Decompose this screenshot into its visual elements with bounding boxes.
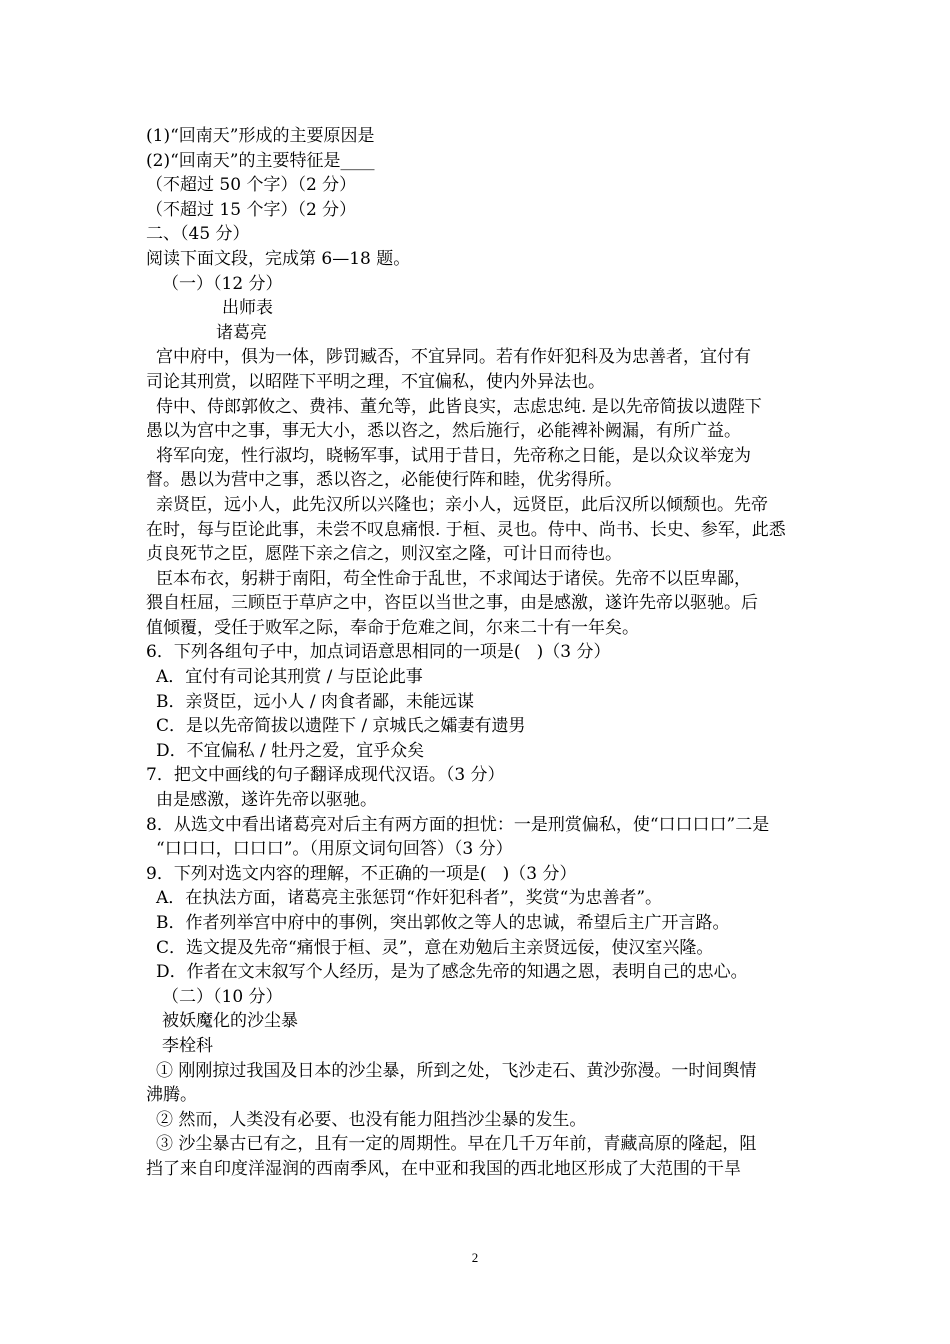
answer-option: C．选文提及先帝“痛恨于桓、灵”，意在劝勉后主亲贤远佞，使汉室兴隆。 [156, 937, 714, 958]
passage-line: ③ 沙尘暴古已有之，且有一定的周期性。早在几千万年前，青藏高原的隆起，阻 [156, 1134, 757, 1155]
passage-line: 将军向宠，性行淑均，晓畅军事，试用于昔日，先帝称之日能，是以众议举宠为 [156, 445, 751, 466]
passage-line: 值倾覆，受任于败军之际，奉命于危难之间，尔来二十有一年矣。 [146, 617, 639, 638]
passage-author: 李栓科 [162, 1035, 213, 1056]
passage-line: 贞良死节之臣，愿陛下亲之信之，则汉室之隆，可计日而待也。 [146, 544, 622, 565]
question-line: “口口口，口口口”。（用原文词句回答）（3 分） [156, 839, 513, 860]
passage-line: 臣本布衣，躬耕于南阳，苟全性命于乱世，不求闻达于诸侯。先帝不以臣卑鄙， [156, 568, 751, 589]
page-number: 2 [471, 1250, 479, 1265]
answer-option: B．亲贤臣，远小人 / 肉食者鄙，未能远谋 [156, 691, 475, 712]
passage-line: 沸腾。 [146, 1085, 197, 1106]
subsection-heading: （二）（10 分） [162, 986, 283, 1007]
answer-option: D．作者在文末叙写个人经历，是为了感念先帝的知遇之恩，表明自己的忠心。 [156, 962, 748, 983]
section-heading: 二、（45 分） [146, 224, 250, 245]
passage-line: 挡了来自印度洋湿润的西南季风，在中亚和我国的西北地区形成了大范围的干旱 [146, 1158, 741, 1179]
question-line: (2)“回南天”的主要特征是____ [146, 150, 375, 171]
passage-author: 诸葛亮 [216, 322, 267, 343]
passage-line: 宫中府中，俱为一体，陟罚臧否，不宜异同。若有作奸犯科及为忠善者，宜付有 [156, 347, 751, 368]
passage-line: 愚以为宫中之事，事无大小，悉以咨之，然后施行，必能裨补阙漏，有所广益。 [146, 421, 741, 442]
passage-line: 在时，每与臣论此事，未尝不叹息痛恨. 于桓、灵也。侍中、尚书、长史、参军，此悉 [146, 519, 786, 540]
passage-line: 亲贤臣，远小人，此先汉所以兴隆也；亲小人，远贤臣，此后汉所以倾颓也。先帝 [156, 494, 768, 515]
question-line: 6．下列各组句子中，加点词语意思相同的一项是( )（3 分） [146, 642, 611, 663]
answer-option: A．在执法方面，诸葛亮主张惩罚“作奸犯科者”，奖赏“为忠善者”。 [156, 888, 663, 909]
question-line: 由是感激，遂许先帝以驱驰。 [156, 790, 377, 811]
answer-option: D．不宜偏私 / 牡丹之爱，宜乎众矣 [156, 740, 425, 761]
passage-title: 被妖魔化的沙尘暴 [162, 1011, 298, 1032]
question-note: （不超过 15 个字）（2 分） [146, 199, 357, 220]
answer-option: C．是以先帝简拔以遗陛下 / 京城氏之孀妻有遗男 [156, 716, 526, 737]
passage-title: 出师表 [222, 298, 273, 319]
question-note: （不超过 50 个字）（2 分） [146, 175, 357, 196]
passage-line: ② 然而，人类没有必要、也没有能力阻挡沙尘暴的发生。 [156, 1109, 587, 1130]
answer-option: B．作者列举宫中府中的事例，突出郭攸之等人的忠诚，希望后主广开言路。 [156, 913, 730, 933]
question-line: 7．把文中画线的句子翻译成现代汉语。（3 分） [146, 765, 505, 786]
subsection-heading: （一）（12 分） [162, 273, 283, 294]
passage-line: 猥自枉屈，三顾臣于草庐之中，咨臣以当世之事，由是感激，遂许先帝以驱驰。后 [146, 593, 758, 614]
passage-line: ① 刚刚掠过我国及日本的沙尘暴，所到之处，飞沙走石、黄沙弥漫。一时间舆情 [156, 1060, 757, 1081]
answer-option: A．宜付有司论其刑赏 / 与臣论此事 [156, 667, 423, 688]
passage-line: 司论其刑赏，以昭陛下平明之理，不宜偏私，使内外异法也。 [146, 371, 605, 392]
passage-line: 督。愚以为营中之事，悉以咨之，必能使行阵和睦，优劣得所。 [146, 470, 622, 491]
page-content [146, 124, 814, 1182]
question-line: 9．下列对选文内容的理解，不正确的一项是( )（3 分） [146, 863, 577, 884]
question-line: 8．从选文中看出诸葛亮对后主有两方面的担忧：一是刑赏偏私，使“口口口口”二是 [146, 814, 770, 835]
question-line: (1)“回南天”形成的主要原因是 [146, 126, 375, 146]
passage-line: 侍中、侍郎郭攸之、费祎、董允等，此皆良实，志虑忠纯. 是以先帝简拔以遗陛下 [156, 396, 762, 417]
instruction-line: 阅读下面文段，完成第 6—18 题。 [146, 248, 411, 269]
